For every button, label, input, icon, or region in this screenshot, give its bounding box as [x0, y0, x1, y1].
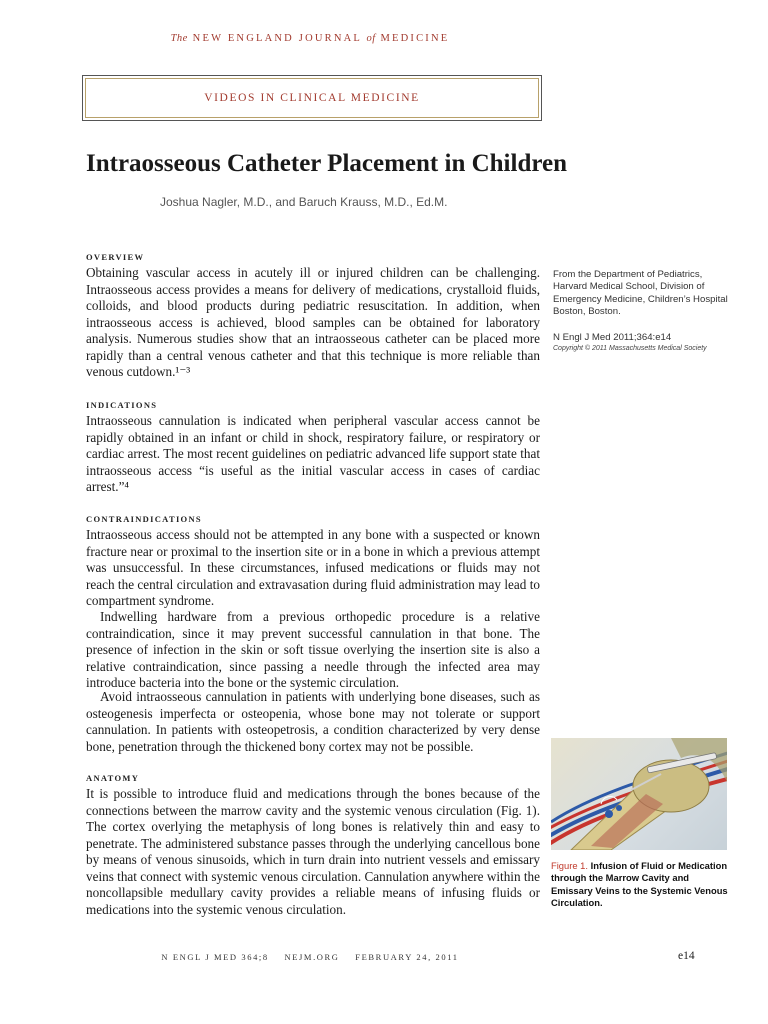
- footer-journal: N ENGL J MED 364;8: [161, 952, 269, 962]
- page-number: e14: [678, 950, 695, 962]
- contraindications-paragraph-1: Intraosseous access should not be attempted in any bone with a suspected or known fracture near or proximal to the insertion site or in a bone in which a previous attempt was unsuccessful. In these circumstances, infused medications or fluids may not reach the central circulation and extravasation during fluid administration may lead to compartment syndrome.: [86, 527, 540, 608]
- indications-paragraph: Intraosseous cannulation is indicated when peripheral vascular access cannot be rapidly obtained in an infant or child in shock, respiratory failure, or respiratory or cardiac arrest. The most recent guidelines on pediatric advanced life support state that intraosseous access “is useful as the initial vascular access in cases of cardiac arrest.”⁴: [86, 413, 540, 494]
- masthead-of: of: [366, 33, 376, 44]
- journal-masthead: [0, 33, 620, 44]
- citation: N Engl J Med 2011;364:e14: [553, 332, 672, 343]
- author-affiliation: From the Department of Pediatrics, Harvard Medical School, Division of Emergency Medicine, Children’s Hospital Boston, Boston.: [553, 269, 728, 317]
- footer-date: FEBRUARY 24, 2011: [355, 952, 459, 962]
- anatomy-paragraph: It is possible to introduce fluid and medications through the bones because of the connections between the marrow cavity and the systemic venous circulation (Fig. 1). The cortex overlying the metaphysis of long bones is relatively thin and easy to penetrate. The administered substance passes through the underlying cancellous bone by means of venous sinusoids, which in turn drain into nutrient vessels and emissary veins that connect with systemic venous circulation. Cannulation anywhere within the noncollapsible medullary cavity provides a reliable means of infusing fluids or medications into the systemic venous circulation.: [86, 786, 540, 917]
- anatomy-heading: ANATOMY: [86, 773, 140, 783]
- overview-heading: OVERVIEW: [86, 252, 145, 262]
- overview-paragraph: Obtaining vascular access in acutely ill or injured children can be challenging. Intraosseous access provides a means for delivery of medications, crystalloid fluids, colloids, and blood products during pediatric resuscitation. In addition, when intraosseous access is achieved, blood samples can be obtained for laboratory analysis. Numerous studies show that an intraosseous catheter can be placed more rapidly than a central venous catheter and that this technique is more reliable than venous cutdown.¹⁻³: [86, 265, 540, 379]
- article-authors: Joshua Nagler, M.D., and Baruch Krauss, M.D., Ed.M.: [160, 195, 448, 209]
- section-banner: [82, 75, 542, 121]
- figure-label: Figure 1.: [551, 860, 588, 871]
- bone-cross-section-illustration: [551, 738, 727, 850]
- page-footer: [0, 952, 620, 962]
- copyright: Copyright © 2011 Massachusetts Medical Society: [553, 345, 707, 352]
- figure-caption: [551, 860, 733, 909]
- figure-caption-text: Infusion of Fluid or Medication through the Marrow Cavity and Emissary Veins to the Systemic Venous Circulation.: [551, 860, 728, 908]
- masthead-name-b: MEDICINE: [380, 33, 450, 44]
- footer-site: NEJM.ORG: [284, 952, 340, 962]
- figure-illustration: [551, 738, 727, 850]
- masthead-the: The: [170, 33, 188, 44]
- contraindications-heading: CONTRAINDICATIONS: [86, 514, 202, 524]
- contraindications-paragraph-3: Avoid intraosseous cannulation in patients with underlying bone diseases, such as osteogenesis imperfecta or osteopenia, whose bone may not tolerate or support cannulation. In patients with osteopetrosis, a condition characterized by very dense bone, penetration through the thickened bony cortex may not be possible.: [86, 689, 540, 754]
- article-title: Intraosseous Catheter Placement in Children: [86, 150, 567, 177]
- section-label: VIDEOS IN CLINICAL MEDICINE: [204, 92, 420, 104]
- indications-heading: INDICATIONS: [86, 400, 158, 410]
- masthead-name-a: NEW ENGLAND JOURNAL: [192, 33, 362, 44]
- contraindications-paragraph-2: Indwelling hardware from a previous orthopedic procedure is a relative contraindication, since it may prevent successful cannulation in that bone. The presence of infection in the skin or soft tissue overlying the insertion site is also a relative contraindication, since passing a needle through the infected area may introduce bacteria into the bone or the systemic circulation.: [86, 609, 540, 690]
